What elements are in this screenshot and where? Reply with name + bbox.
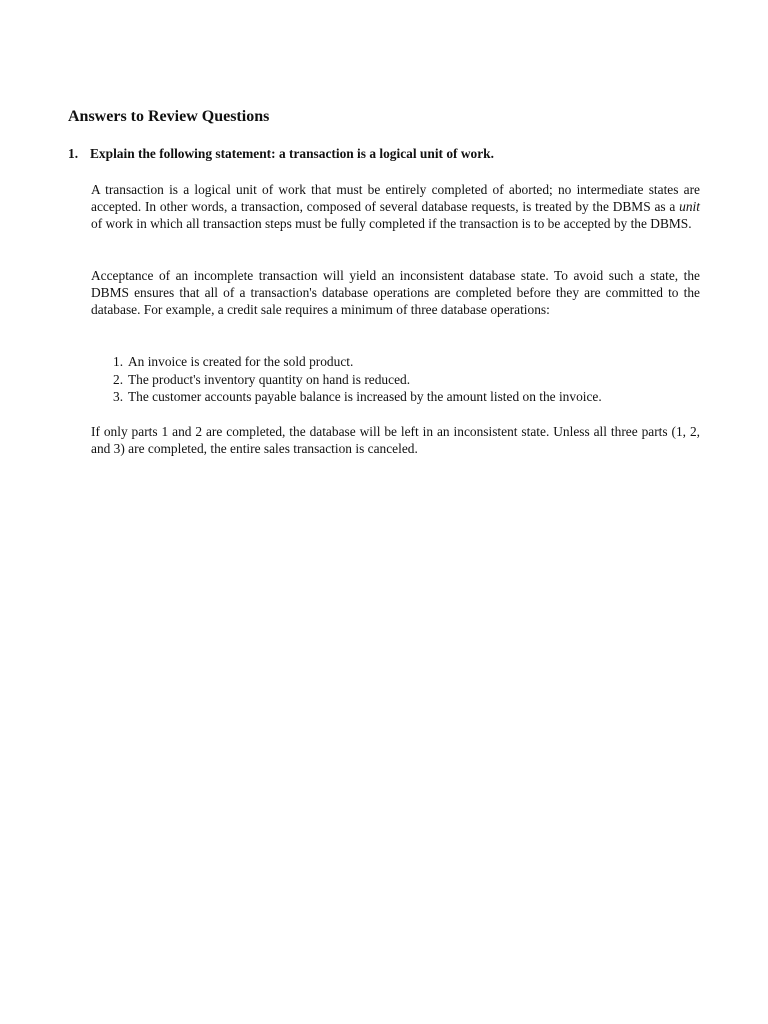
answer-paragraph-1: [91, 181, 700, 232]
list-item: [113, 353, 602, 371]
list-item-number: 1.: [113, 354, 124, 369]
list-item-number: 3.: [113, 389, 124, 404]
answer-paragraph-3: If only parts 1 and 2 are completed, the database will be left in an inconsistent state. Unless all three parts (1, 2, and 3) are completed, the entire sales transaction is canceled.: [91, 424, 700, 456]
list-item-text: The product's inventory quantity on hand is reduced.: [128, 371, 411, 387]
list-item-text: An invoice is created for the sold product.: [128, 354, 354, 369]
transaction-steps-list: [113, 353, 602, 406]
review-question: [68, 146, 708, 162]
question-text: Explain the following statement: a transaction is a logical unit of work.: [90, 146, 494, 161]
answer-paragraph-1-text-b: of work in which all transaction steps must be fully completed if the transaction is to be accepted by the DBMS.: [91, 216, 692, 231]
answer-paragraph-1-text-a: A transaction is a logical unit of work that must be entirely completed of aborted; no intermediate states are accepted. In other words, a transaction, composed of several database requests, is treated by the DBMS as a: [91, 182, 700, 214]
answer-paragraph-2: Acceptance of an incomplete transaction will yield an inconsistent database state. To avoid such a state, the DBMS ensures that all of a transaction's database operations are completed before they are committed to the database. For example, a credit sale requires a minimum of three database operations:: [91, 268, 700, 317]
answer-paragraph-1-emphasis: unit: [679, 199, 700, 214]
page-heading: Answers to Review Questions: [68, 108, 270, 125]
list-item: [113, 388, 602, 406]
list-item: [113, 371, 602, 389]
list-item-text: The customer accounts payable balance is increased by the amount listed on the invoice.: [128, 389, 602, 404]
question-number: 1.: [68, 146, 79, 161]
list-item-number: 2.: [113, 371, 124, 387]
